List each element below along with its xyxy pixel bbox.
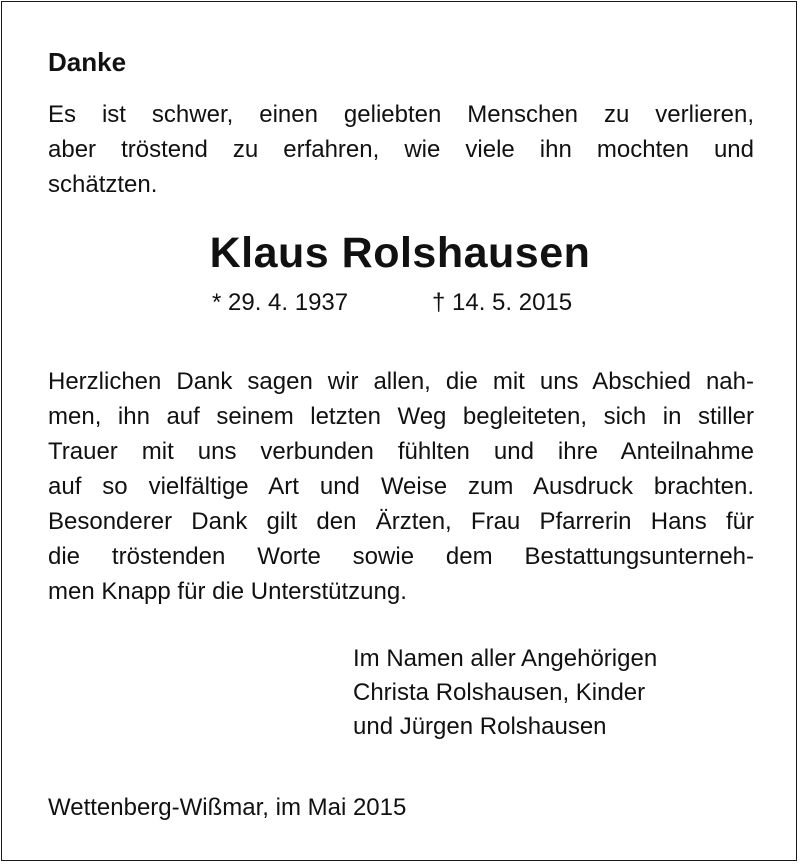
death-date: † 14. 5. 2015 <box>432 289 573 316</box>
thanks-line: auf so vielfältige Art und Weise zum Ausdruck brachten. <box>48 473 754 500</box>
heading: Danke <box>48 47 127 77</box>
life-dates <box>2 286 798 320</box>
intro-line: Es ist schwer, einen geliebten Menschen zu verlieren, <box>48 101 754 128</box>
signature-line: und Jürgen Rolshausen <box>353 713 607 740</box>
deceased-name: Klaus Rolshausen <box>209 229 591 277</box>
intro-line: aber tröstend zu erfahren, wie viele ihn mochten und <box>48 136 754 163</box>
intro-line: schätzten. <box>48 171 158 198</box>
thanks-line: men, ihn auf seinem letzten Weg begleiteten, sich in stiller <box>48 403 754 430</box>
thanks-line: Trauer mit uns verbunden fühlten und ihre Anteilnahme <box>48 438 754 465</box>
signature-block <box>353 642 657 744</box>
thanks-paragraph <box>48 364 754 609</box>
obituary-notice <box>1 1 797 861</box>
thanks-line: Herzlichen Dank sagen wir allen, die mit uns Abschied nah- <box>48 368 754 395</box>
thanks-line: Besonderer Dank gilt den Ärzten, Frau Pfarrerin Hans für <box>48 508 754 535</box>
thanks-line: die tröstenden Worte sowie dem Bestattungsunterneh- <box>48 543 754 570</box>
thanks-line: men Knapp für die Unterstützung. <box>48 578 407 605</box>
place-and-date: Wettenberg-Wißmar, im Mai 2015 <box>48 794 407 821</box>
signature-line: Im Namen aller Angehörigen <box>353 645 658 672</box>
intro-paragraph <box>48 97 754 202</box>
signature-line: Christa Rolshausen, Kinder <box>353 679 646 706</box>
birth-date: * 29. 4. 1937 <box>212 289 349 316</box>
